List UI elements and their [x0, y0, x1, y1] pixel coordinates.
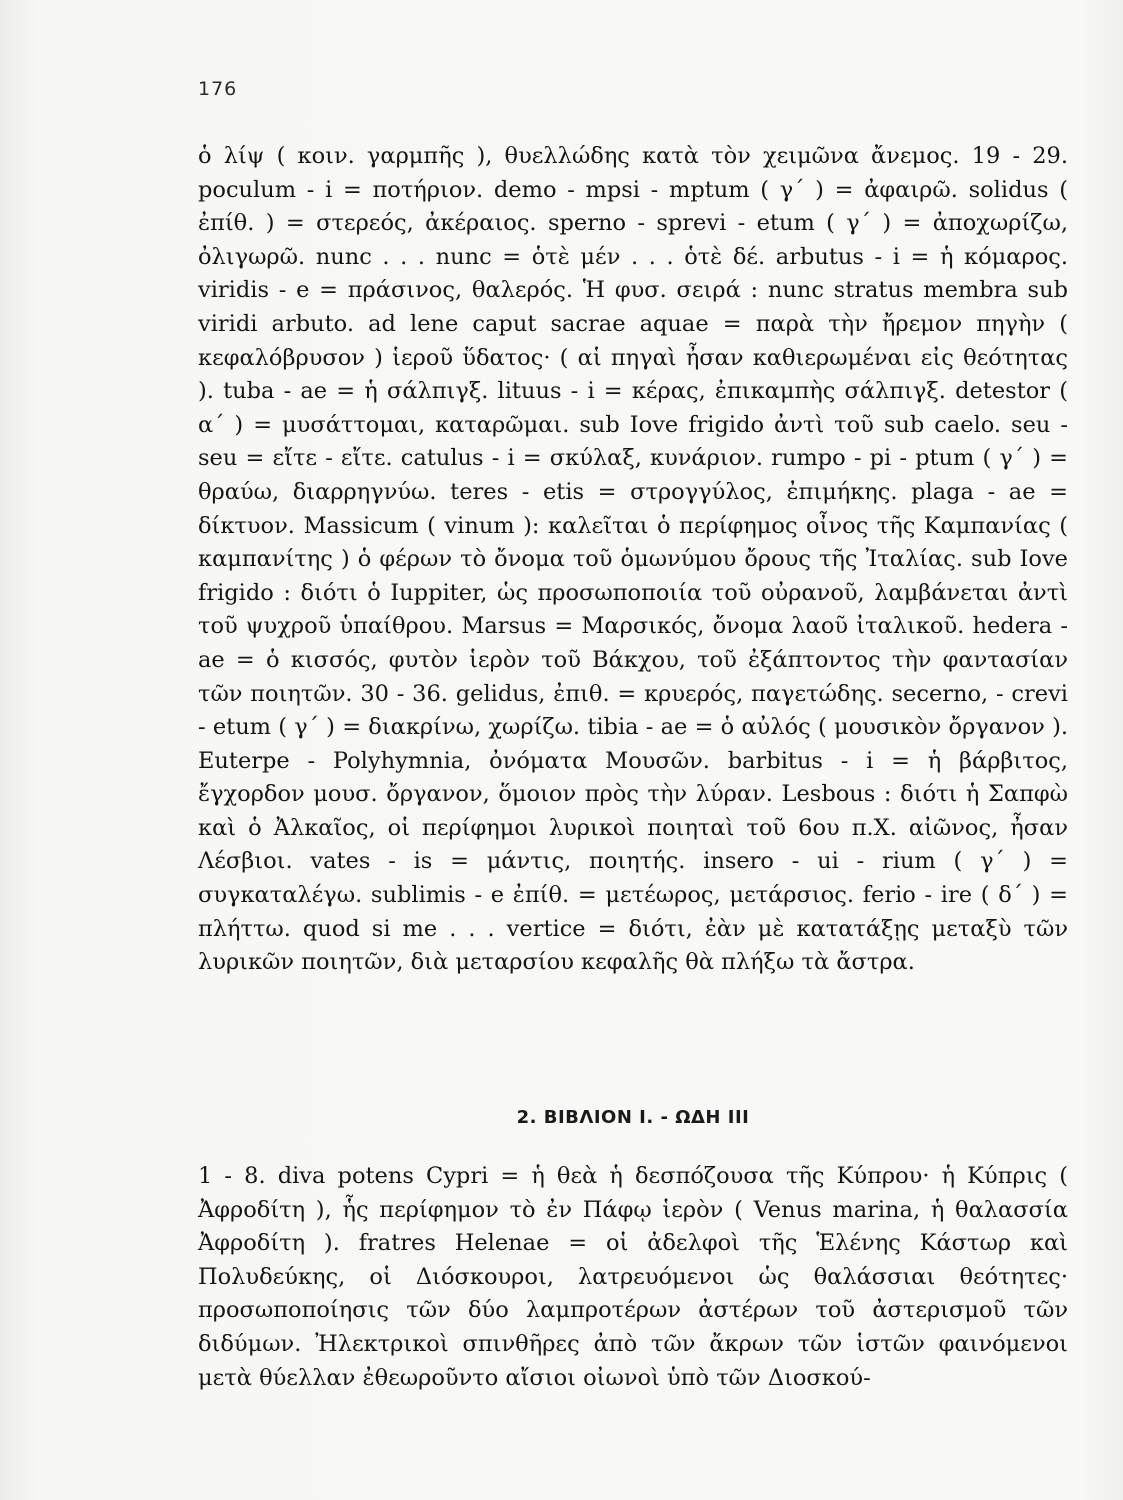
commentary-paragraph-2: 1 - 8. diva potens Cypri = ἡ θεὰ ἡ δεσπόζουσα τῆς Κύπρου· ἡ Κύπρις ( Ἀφροδίτη ), ἧς περίφημον τὸ ἐν Πάφῳ ἱερὸν ( Venus marina, ἡ θαλασσία Ἀφροδίτη ). fratres Helenae = οἱ ἀδελφοὶ τῆς Ἑλένης Κάστωρ καὶ Πολυδεύκης, οἱ Διόσκουροι, λατρευόμενοι ὡς θαλάσσιαι θεότητες· προσωποποίησις τῶν δύο λαμπροτέρων ἀστέρων τοῦ ἀστερισμοῦ τῶν διδύμων. Ἠλεκτρικοὶ σπινθῆρες ἀπὸ τῶν ἄκρων τῶν ἱστῶν φαινόμενοι μετὰ θύελλαν ἐθεωροῦντο αἴσιοι οἰωνοὶ ὑπὸ τῶν Διοσκού-: [198, 1163, 1068, 1391]
commentary-paragraph-1: ὁ λίψ ( κοιν. γαρμπῆς ), θυελλώδης κατὰ τὸν χειμῶνα ἄνεμος. 19 - 29. poculum - i = ποτήριον. demo - mpsi - mptum ( γ΄ ) = ἀφαιρῶ. solidus ( ἐπίθ. ) = στερεός, ἀκέραιος. sperno - sprevi - etum ( γ΄ ) = ἀποχωρίζω, ὀλιγωρῶ. nunc . . . nunc = ὁτὲ μέν . . . ὁτὲ δέ. arbutus - i = ἡ κόμαρος. viridis - e = πράσινος, θαλερός. Ἡ φυσ. σειρά : nunc stratus membra sub viridi arbuto. ad lene caput sacrae aquae = παρὰ τὴν ἤρεμον πηγὴν ( κεφαλόβρυσον ) ἱεροῦ ὕδατος· ( αἱ πηγαὶ ἦσαν καθιερωμέναι εἰς θεότητας ). tuba - ae = ἡ σάλπιγξ. lituus - i = κέρας, ἐπικαμπὴς σάλπιγξ. detestor ( α΄ ) = μυσάττομαι, καταρῶμαι. sub Iove frigido ἀντὶ τοῦ sub caelo. seu - seu = εἴτε - εἴτε. catulus - i = σκύλαξ, κυνάριον. rumpo - pi - ptum ( γ΄ ) = θραύω, διαρρηγνύω. teres - etis = στρογγύλος, ἐπιμήκης. plaga - ae = δίκτυον. Massicum ( vinum ): καλεῖται ὁ περίφημος οἶνος τῆς Καμπανίας ( καμπανίτης ) ὁ φέρων τὸ ὄνομα τοῦ ὁμωνύμου ὄρους τῆς Ἰταλίας. sub Iove frigido : διότι ὁ Iuppiter, ὡς προσωποποιία τοῦ οὐρανοῦ, λαμβάνεται ἀντὶ τοῦ ψυχροῦ ὑπαίθρου. Marsus = Μαρσικός, ὄνομα λαοῦ ἰταλικοῦ. hedera - ae = ὁ κισσός, φυτὸν ἱερὸν τοῦ Βάκχου, τοῦ ἐξάπτοντος τὴν φαντασίαν τῶν ποιητῶν. 30 - 36. gelidus, ἐπιθ. = κρυερός, παγετώδης. secerno, - crevi - etum ( γ΄ ) = διακρίνω, χωρίζω. tibia - ae = ὁ αὐλός ( μουσικὸν ὄργανον ). Euterpe - Polyhymnia, ὀνόματα Μουσῶν. barbitus - i = ἡ βάρβιτος, ἔγχορδον μουσ. ὄργανον, ὅμοιον πρὸς τὴν λύραν. Lesbous : διότι ἡ Σαπφὼ καὶ ὁ Ἀλκαῖος, οἱ περίφημοι λυρικοὶ ποιηταὶ τοῦ 6ου π.Χ. αἰῶνος, ἦσαν Λέσβιοι. vates - is = μάντις, ποιητής. insero - ui - rium ( γ΄ ) = συγκαταλέγω. sublimis - e ἐπίθ. = μετέωρος, μετάρσιος. ferio - ire ( δ΄ ) = πλήττω. quod si me . . . vertice = διότι, ἐὰν μὲ κατατάξῃς μεταξὺ τῶν λυρικῶν ποιητῶν, διὰ μεταρσίου κεφαλῆς θὰ πλήξω τὰ ἄστρα.: [198, 143, 1068, 976]
section-heading: 2. ΒΙΒΛΙΟΝ Ι. - ΩΔΗ ΙΙΙ: [516, 1107, 750, 1128]
page-number: 176: [198, 78, 238, 100]
